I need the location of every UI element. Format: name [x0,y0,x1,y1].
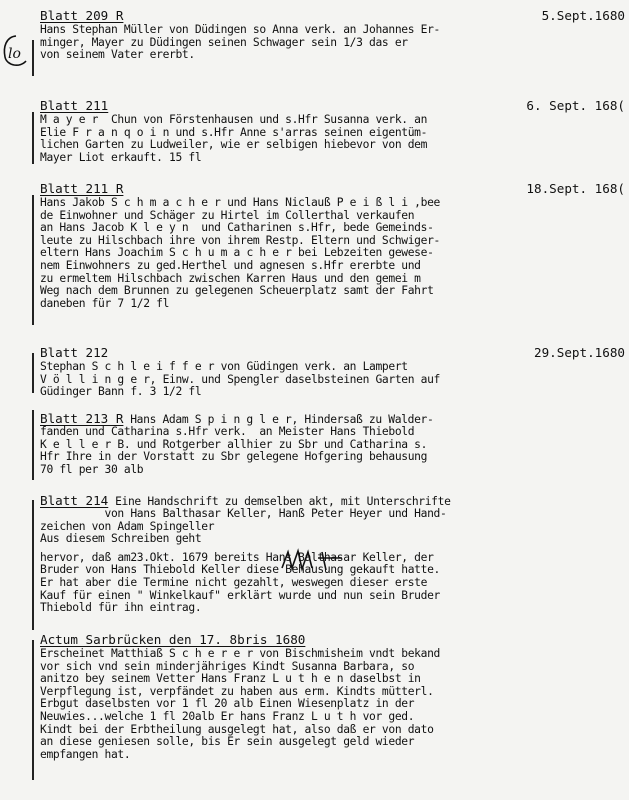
entry-line: minger, Mayer zu Düdingen seinen Schwager sein 1/3 das er [40,36,408,49]
entry-line: K e l l e r B. und Rotgerber allhier zu Sbr und Catharina s. [40,438,428,451]
entry-ref: Blatt 213 R [40,411,124,426]
entry-line: an Hans Jacob K l e y n und Catharinen s.Hfr, bede Gemeinds- [40,222,434,235]
entry-ref: Actum Sarbrücken den 17. 8bris 1680 [40,632,306,647]
entry-line: zeichen von Adam Spingeller [40,520,215,533]
entry-inline: Hans Adam S p i n g l e r, Hindersaß zu Walder- [130,413,434,426]
margin-bar [32,640,34,780]
entry-line: lichen Garten zu Ludweiler, wie er selbigen hiebevor von dem [40,139,428,152]
entry-line: fanden und Catharina s.Hfr verk. an Meister Hans Thiebold [40,426,415,438]
entry-date: 29.Sept.1680 [534,345,625,360]
entry-blatt-209r [40,8,625,62]
entry-line: empfangen hat. [40,748,131,761]
entry-line: an diese geniesen solle, bis Er sein ausgelegt geld wieder [40,736,415,749]
entry-line: nem Einwohners zu ged.Herthel und agnesen s.Hfr ererbte und [40,259,421,272]
entry-ref: Blatt 211 R [40,181,124,196]
entry-line: V ö l l i n g e r, Einw. und Spengler daselbsteinen Garten auf [40,373,440,386]
entry-line: Stephan S c h l e i f f e r von Güdingen verk. an Lampert [40,361,408,373]
entry-line: Weg nach dem Brunnen zu gelegenen Scheuerplatz samt der Fahrt [40,285,434,298]
entry-blatt-212 [40,345,625,399]
entry-line: Thiebold für ihn eintrag. [40,602,202,615]
entry-line: Elie F r a n q o i n und s.Hfr Anne s'arras seinen eigentüm- [40,126,428,139]
signature-scribble [278,548,348,572]
entry-date: 18.Sept. 168( [526,181,625,196]
margin-bar [32,353,34,393]
entry-line: Verpflegung ist, verpfändet zu haben aus erm. Kindts mütterl. [40,685,434,698]
margin-bar [32,112,34,164]
entry-ref: Blatt 209 R [40,8,124,23]
entry-line: Kindt bei der Erbtheilung ausgelegt hat, also daß er von dato [40,723,434,736]
margin-note [2,33,30,69]
entry-line: M a y e r Chun von Förstenhausen und s.Hfr Susanna verk. an [40,114,428,126]
entry-date: 5.Sept.1680 [541,8,625,23]
entry-ref: Blatt 212 [40,345,109,360]
margin-bar [32,40,34,76]
entry-line: vor sich vnd sein minderjähriges Kindt Susanna Barbara, so [40,660,415,673]
entry-line: Hans Jakob S c h m a c h e r und Hans Niclauß P e i ß l i ,bee [40,197,440,209]
entry-line: Hans Stephan Müller von Düdingen so Anna verk. an Johannes Er- [40,24,440,36]
entry-blatt-211 [40,98,625,164]
entry-line: leute zu Hilschbach ihre von ihrem Restp. Eltern und Schwiger- [40,234,440,247]
entry-line: Mayer Liot erkauft. 15 fl [40,151,202,164]
entry-line: Neuwies...welche 1 fl 20alb Er hans Franz L u t h vor ged. [40,710,415,723]
entry-line: von seinem Vater ererbt. [40,49,195,62]
entry-line: daneben für 7 1/2 fl [40,297,170,310]
entry-date: 6. Sept. 168( [526,98,625,113]
entry-ref: Blatt 214 [40,493,109,508]
entry-line: de Einwohner und Schäger zu Hirtel im Collerthal verkaufen [40,209,415,222]
entry-line: hervor, daß am23.Okt. 1679 bereits Hans Balthasar Keller, der [40,551,434,564]
entry-inline: Eine Handschrift zu demselben akt, mit Unterschrifte [115,495,451,508]
entry-line: anitzo bey seinem Vetter Hans Franz L u t h e n daselbst in [40,673,421,686]
entry-line: Er hat aber die Termine nicht gezahlt, weswegen dieser erste [40,576,428,589]
entry-line: Aus diesem Schreiben geht [40,533,202,546]
entry-ref: Blatt 211 [40,98,109,113]
margin-bar [32,500,34,630]
entry-line: von Hans Balthasar Keller, Hanß Peter Heyer und Hand- [40,508,447,520]
entry-actum [40,632,625,761]
entry-line: eltern Hans Joachim S c h u m a c h e r bei Lebzeiten gewese- [40,247,434,260]
margin-note-text: lo [8,46,21,62]
entry-line: Erbgut daselbsten vor 1 fl 20 alb Einen Wiesenplatz in der [40,698,415,711]
entry-blatt-211r [40,181,625,310]
entry-line: Kauf für einen " Winkelkauf" erklärt wurde und nun sein Bruder [40,589,440,602]
entry-blatt-213r [40,412,625,476]
entry-line: 70 fl per 30 alb [40,463,144,476]
entry-line: Güdinger Bann f. 3 1/2 fl [40,386,202,399]
margin-bar [32,195,34,325]
margin-bar [32,410,34,480]
entry-line: Erscheinet Matthiaß S c h e r e r von Bischmisheim vndt bekand [40,648,440,660]
entry-line: Hfr Ihre in der Vorstatt zu Sbr gelegene Hofgering behausung [40,451,428,464]
entry-line: zu ermeltem Hilschbach zwischen Karren Haus und den gemei m [40,272,421,285]
entry-line: Bruder von Hans Thiebold Keller diese Behausung gekauft hatte. [40,564,440,577]
